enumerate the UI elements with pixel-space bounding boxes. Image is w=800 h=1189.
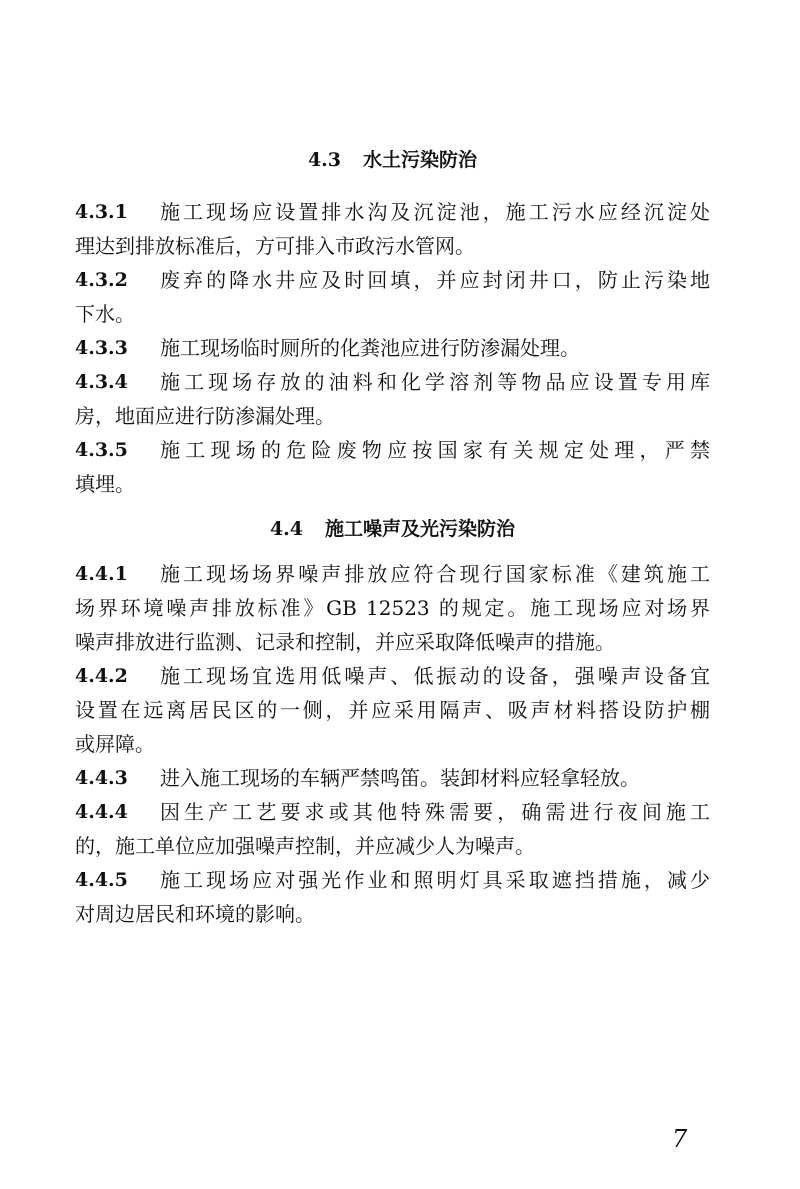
clause-number: 4.3.5: [75, 439, 128, 461]
clause-number: 4.4.1: [75, 563, 128, 585]
clause-text: 理达到排放标准后，方可排入市政污水管网。: [75, 234, 475, 258]
clause-line: [75, 659, 710, 693]
clause-text: 施工现场场界噪声排放应符合现行国家标准《建筑施工: [160, 562, 710, 586]
clause-line: [75, 897, 710, 931]
clause-text: 对周边居民和环境的影响。: [75, 902, 315, 926]
section-title: 施工噪声及光污染防治: [325, 518, 516, 540]
clause: [75, 795, 710, 863]
clause-line: [75, 829, 710, 863]
clause-text: 施工现场的危险废物应按国家有关规定处理，严禁: [160, 438, 710, 462]
section-number: 4.3: [307, 149, 342, 171]
clause-line: [75, 557, 710, 591]
section-number: 4.4: [269, 518, 304, 540]
clause-text: 房，地面应进行防渗漏处理。: [75, 404, 335, 428]
clause-line: [75, 693, 710, 727]
clause-number: 4.3.1: [75, 201, 128, 223]
clause-text: 场界环境噪声排放标准》GB 12523 的规定。施工现场应对场界: [75, 596, 710, 620]
clause-text: 设置在远离居民区的一侧，并应采用隔声、吸声材料搭设防护棚: [75, 698, 710, 722]
section-heading: [75, 512, 710, 546]
clause-text: 或屏障。: [75, 732, 155, 756]
clause-text: 因生产工艺要求或其他特殊需要，确需进行夜间施工: [160, 800, 710, 824]
clause: [75, 557, 710, 659]
clause: [75, 195, 710, 263]
clause: [75, 659, 710, 761]
clause-number: 4.4.4: [75, 801, 128, 823]
clause-text: 施工现场应对强光作业和照明灯具采取遮挡措施，减少: [160, 868, 710, 892]
clause-number: 4.3.2: [75, 269, 128, 291]
clause-line: [75, 399, 710, 433]
clause-line: [75, 331, 710, 365]
clause: [75, 761, 710, 795]
clause-text: 施工现场应设置排水沟及沉淀池，施工污水应经沉淀处: [160, 200, 710, 224]
clause-text: 的，施工单位应加强噪声控制，并应减少人为噪声。: [75, 834, 535, 858]
clause-line: [75, 365, 710, 399]
clause-line: [75, 625, 710, 659]
clause-number: 4.4.2: [75, 665, 128, 687]
page-number: 7: [672, 1125, 688, 1153]
clause: [75, 433, 710, 501]
clause-number: 4.4.3: [75, 767, 128, 789]
clause-line: [75, 795, 710, 829]
clause-number: 4.3.4: [75, 371, 128, 393]
clause-line: [75, 727, 710, 761]
clause-line: [75, 591, 710, 625]
clause-text: 下水。: [75, 302, 135, 326]
clause-line: [75, 229, 710, 263]
clause-line: [75, 263, 710, 297]
clause-text: 噪声排放进行监测、记录和控制，并应采取降低噪声的措施。: [75, 630, 615, 654]
clause: [75, 863, 710, 931]
clause-line: [75, 195, 710, 229]
clause-text: 填埋。: [75, 472, 135, 496]
clause-text: 施工现场宜选用低噪声、低振动的设备，强噪声设备宜: [160, 664, 710, 688]
clause: [75, 331, 710, 365]
clause-text: 进入施工现场的车辆严禁鸣笛。装卸材料应轻拿轻放。: [160, 766, 640, 790]
clause-line: [75, 467, 710, 501]
clause-text: 废弃的降水井应及时回填，并应封闭井口，防止污染地: [160, 268, 710, 292]
section-title: 水土污染防治: [363, 149, 478, 171]
clause-text: 施工现场存放的油料和化学溶剂等物品应设置专用库: [160, 370, 710, 394]
clause-text: 施工现场临时厕所的化粪池应进行防渗漏处理。: [160, 336, 580, 360]
document-body: [75, 143, 710, 931]
clause-line: [75, 863, 710, 897]
clause: [75, 263, 710, 331]
clause-number: 4.3.3: [75, 337, 128, 359]
clause: [75, 365, 710, 433]
section-heading: [75, 143, 710, 177]
clause-line: [75, 297, 710, 331]
clause-line: [75, 761, 710, 795]
clause-line: [75, 433, 710, 467]
clause-number: 4.4.5: [75, 869, 128, 891]
